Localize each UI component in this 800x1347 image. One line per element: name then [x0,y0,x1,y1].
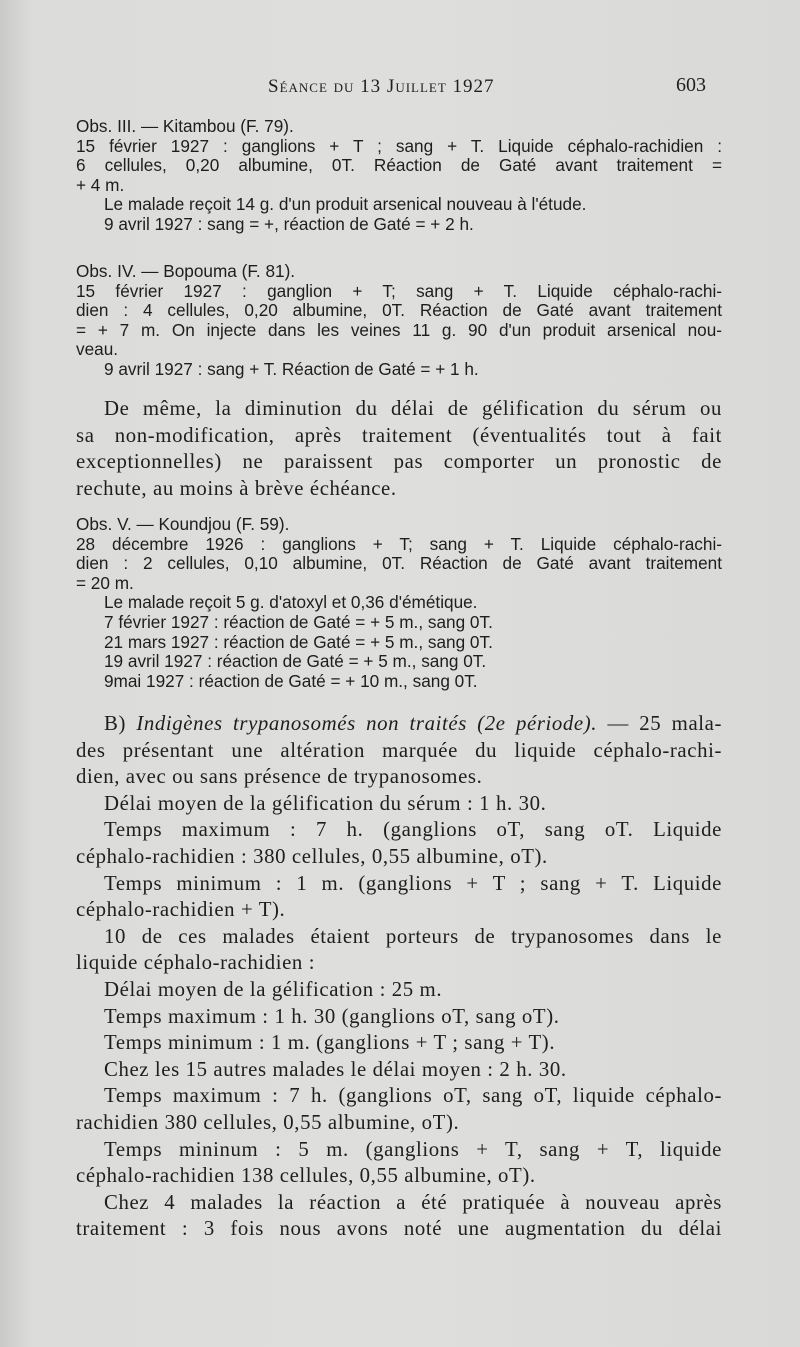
text-line: = 20 m. [76,573,134,593]
text-line: 15 février 1927 : ganglions + T ; sang + T. Liquide céphalo-rachidien : [76,136,722,156]
observation-3 [76,117,722,235]
text-line: + 4 m. [76,175,125,195]
observation-title: Obs. III. — Kitambou (F. 79). [76,117,294,136]
text-line: céphalo-rachidien : 380 cellules, 0,55 albumine, oT). [76,844,548,868]
text-line: Chez les 15 autres malades le délai moyen : 2 h. 30. [104,1057,567,1081]
observation-title: Obs. IV. — Bopouma (F. 81). [76,262,296,281]
text-line: rachidien 380 cellules, 0,55 albumine, oT). [76,1110,460,1134]
text-line: — 25 mala- [597,712,722,735]
observation-4 [76,262,722,380]
text-line: dien : 2 cellules, 0,10 albumine, 0T. Réaction de Gaté avant traitement [76,554,722,574]
text-line: Temps minimum : 1 m. (ganglions + T ; sang + T). [104,1031,556,1055]
text-line: Temps maximum : 7 h. (ganglions oT, sang oT, liquide céphalo- [104,1084,722,1108]
text-line: De même, la diminution du délai de gélification du sérum ou [104,397,722,420]
text-line: Chez 4 malades la réaction a été pratiquée à nouveau après [104,1190,722,1214]
page-header [0,70,800,100]
text-line: sa non-modification, après traitement (éventualités tout à fait [76,423,722,447]
text-line: Le malade reçoit 5 g. d'atoxyl et 0,36 d'émétique. [104,593,478,613]
text-line: rechute, au moins à brève échéance. [76,476,397,500]
text-line: traitement : 3 fois nous avons noté une augmentation du délai [76,1217,722,1241]
text-line: Temps mininum : 5 m. (ganglions + T, sang + T, liquide [104,1137,722,1161]
text-line: 9 avril 1927 : sang + T. Réaction de Gaté = + 1 h. [104,359,479,379]
text-line: Le malade reçoit 14 g. d'un produit arsenical nouveau à l'étude. [104,195,587,215]
text-line: Délai moyen de la gélification du sérum : 1 h. 30. [104,791,547,815]
text-line: Délai moyen de la gélification : 25 m. [104,977,443,1001]
section-b-lead: B) [104,712,137,735]
text-line: 15 février 1927 : ganglion + T; sang + T. Liquide céphalo-rachi- [76,281,722,301]
text-line: = + 7 m. On injecte dans les veines 11 g. 90 d'un produit arsenical nou- [76,320,722,340]
text-line: céphalo-rachidien 138 cellules, 0,55 albumine, oT). [76,1164,536,1188]
running-title: Séance du 13 Juillet 1927 [268,76,495,97]
text-line: céphalo-rachidien + T). [76,898,286,922]
text-line: Temps maximum : 7 h. (ganglions oT, sang oT. Liquide [104,818,722,842]
text-line: veau. [76,340,119,360]
text-line: dien, avec ou sans présence de trypanosomes. [76,765,483,789]
text-line: 10 de ces malades étaient porteurs de trypanosomes dans le [104,924,722,948]
paragraph [76,396,722,502]
text-line: 7 février 1927 : réaction de Gaté = + 5 m., sang 0T. [104,612,493,632]
text-line: Temps minimum : 1 m. (ganglions + T ; sang + T. Liquide [104,871,722,895]
observation-5 [76,515,722,691]
text-line: liquide céphalo-rachidien : [76,951,316,975]
page-number: 603 [676,74,706,96]
text-line: 6 cellules, 0,20 albumine, 0T. Réaction de Gaté avant traitement = [76,156,722,176]
section-b [76,711,722,1243]
text-line: 28 décembre 1926 : ganglions + T; sang + T. Liquide céphalo-rachi- [76,534,722,554]
text-line: 9 avril 1927 : sang = +, réaction de Gaté = + 2 h. [104,214,474,234]
text-line: 21 mars 1927 : réaction de Gaté = + 5 m., sang 0T. [104,632,493,652]
text-line: 19 avril 1927 : réaction de Gaté = + 5 m., sang 0T. [104,652,487,672]
text-line: Temps maximum : 1 h. 30 (ganglions oT, sang oT). [104,1004,560,1028]
text-line: 9mai 1927 : réaction de Gaté = + 10 m., sang 0T. [104,671,478,691]
section-b-first-line [76,711,722,738]
text-line: des présentant une altération marquée du liquide céphalo-rachi- [76,738,722,762]
observation-title: Obs. V. — Koundjou (F. 59). [76,515,290,534]
section-b-heading: Indigènes trypanosomés non traités (2e période). [136,712,598,735]
text-line: dien : 4 cellules, 0,20 albumine, 0T. Réaction de Gaté avant traitement [76,301,722,321]
text-line: exceptionnelles) ne paraissent pas comporter un pronostic de [76,450,722,474]
